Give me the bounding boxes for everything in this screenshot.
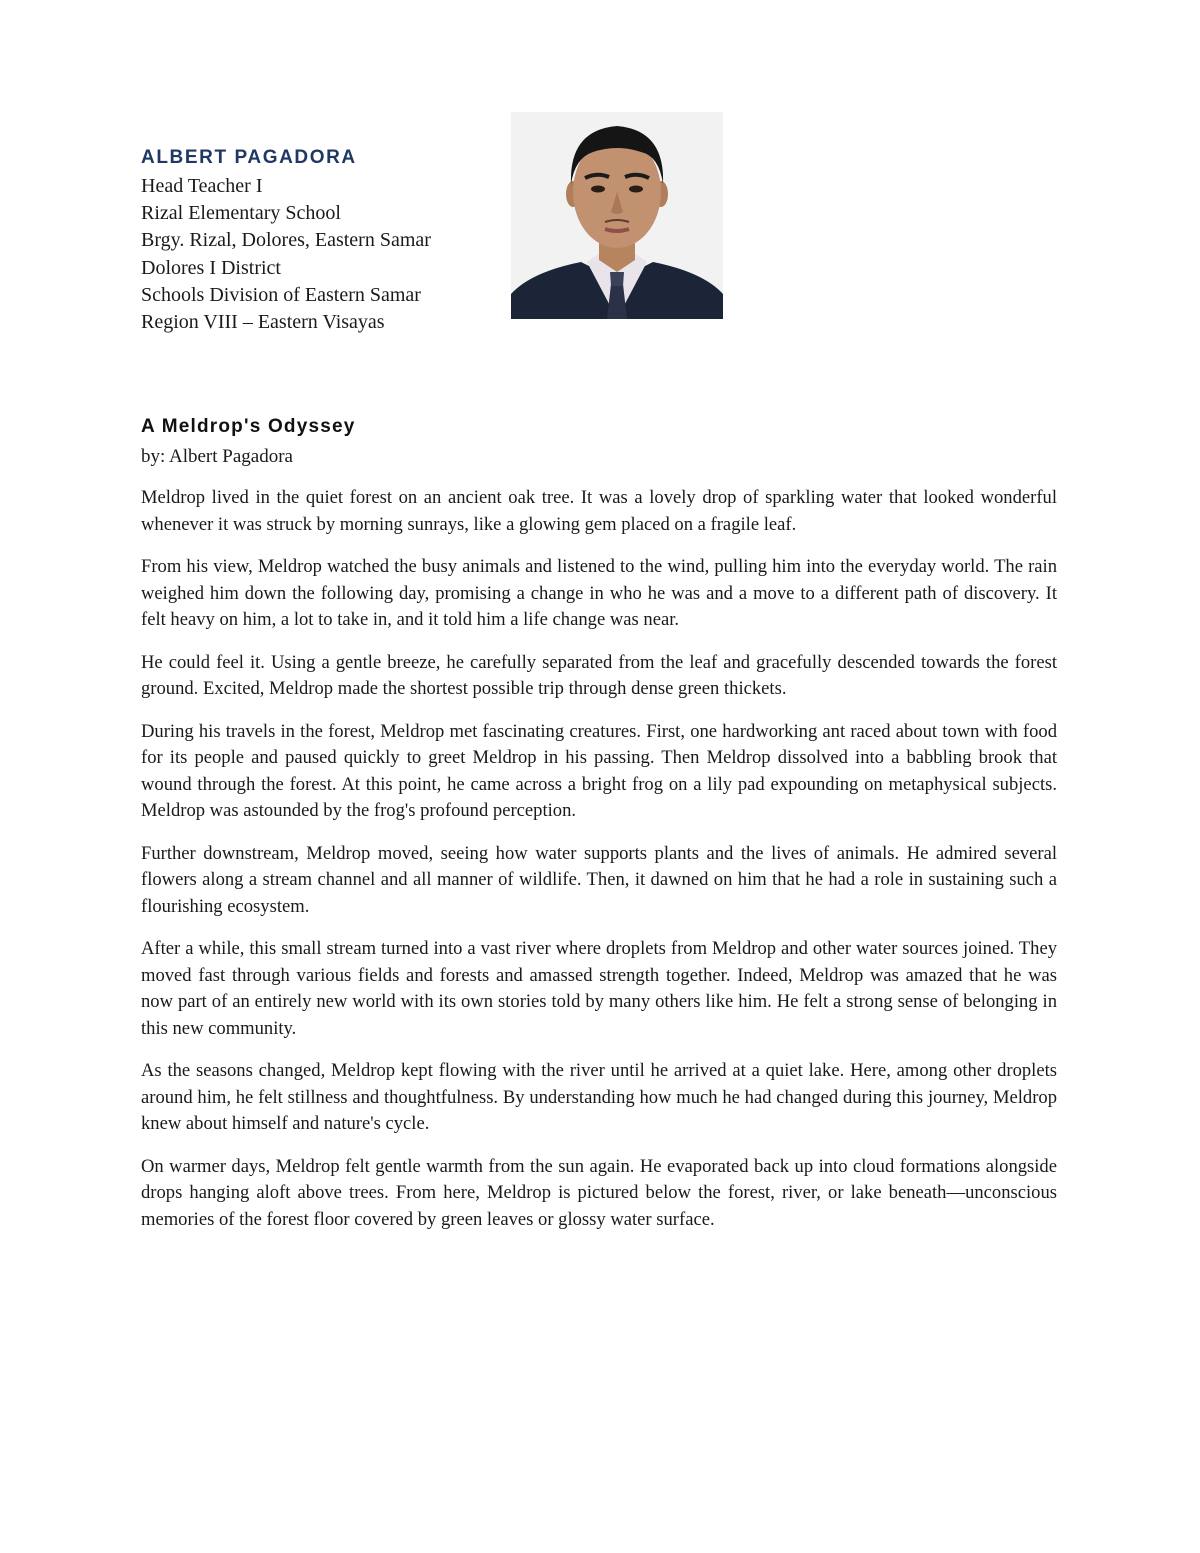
author-position: Head Teacher I [141,175,263,197]
author-photo [511,112,723,319]
author-name: ALBERT PAGADORA [141,147,357,168]
story-paragraph-1: Meldrop lived in the quiet forest on an ancient oak tree. It was a lovely drop of sparkling water that looked wonderful whenever it was struck by morning sunrays, like a glowing gem placed on a fragile leaf. [141,487,1057,535]
story-byline: by: Albert Pagadora [141,446,293,467]
story-paragraph-4: During his travels in the forest, Meldrop met fascinating creatures. First, one hardworking ant raced about town with food for its people and paused quickly to greet Meldrop in his passing. Then Meldrop dissolved into a babbling brook that wound through the forest. At this point, he came across a bright frog on a lily pad expounding on metaphysical subjects. Meldrop was astounded by the frog's profound perception. [141,720,1057,821]
author-portrait-illustration [511,112,723,319]
author-school: Rizal Elementary School [141,202,341,225]
author-division: Schools Division of Eastern Samar [141,283,421,306]
author-district: Dolores I District [141,256,281,279]
story-paragraph-5: Further downstream, Meldrop moved, seeing how water supports plants and the lives of animals. He admired several flowers along a stream channel and all manner of wildlife. Then, it dawned on him that he had a role in sustaining such a flourishing ecosystem. [141,842,1057,917]
story-paragraph-3: He could feel it. Using a gentle breeze, he carefully separated from the leaf and gracefully descended towards the forest ground. Excited, Meldrop made the shortest possible trip through dense green thickets. [141,651,1057,699]
story-title: A Meldrop's Odyssey [141,416,356,437]
story-paragraph-7: As the seasons changed, Meldrop kept flowing with the river until he arrived at a quiet lake. Here, among other droplets around him, he felt stillness and thoughtfulness. By understanding how much he had changed during this journey, Meldrop knew about himself and nature's cycle. [141,1060,1057,1134]
story [141,413,1057,1249]
author-region: Region VIII – Eastern Visayas [141,311,385,334]
story-paragraph-6: After a while, this small stream turned into a vast river where droplets from Meldrop and other water sources joined. They moved fast through various fields and forests and amassed strength together. Indeed, Meldrop was amazed that he was now part of an entirely new world with its own stories told by many others like him. He felt a strong sense of belonging in this new community. [141,938,1057,1039]
author-info [141,146,511,336]
story-paragraph-8: On warmer days, Meldrop felt gentle warmth from the sun again. He evaporated back up into cloud formations alongside drops hanging aloft above trees. From here, Meldrop is pictured below the forest, river, or lake beneath—unconscious memories of the forest floor covered by green leaves or glossy water surface. [141,1155,1057,1230]
author-address: Brgy. Rizal, Dolores, Eastern Samar [141,229,431,252]
story-paragraph-2: From his view, Meldrop watched the busy animals and listened to the wind, pulling him into the everyday world. The rain weighed him down the following day, promising a change in who he was and a move to a different path of discovery. It felt heavy on him, a lot to take in, and it told him a life change was near. [141,556,1057,630]
